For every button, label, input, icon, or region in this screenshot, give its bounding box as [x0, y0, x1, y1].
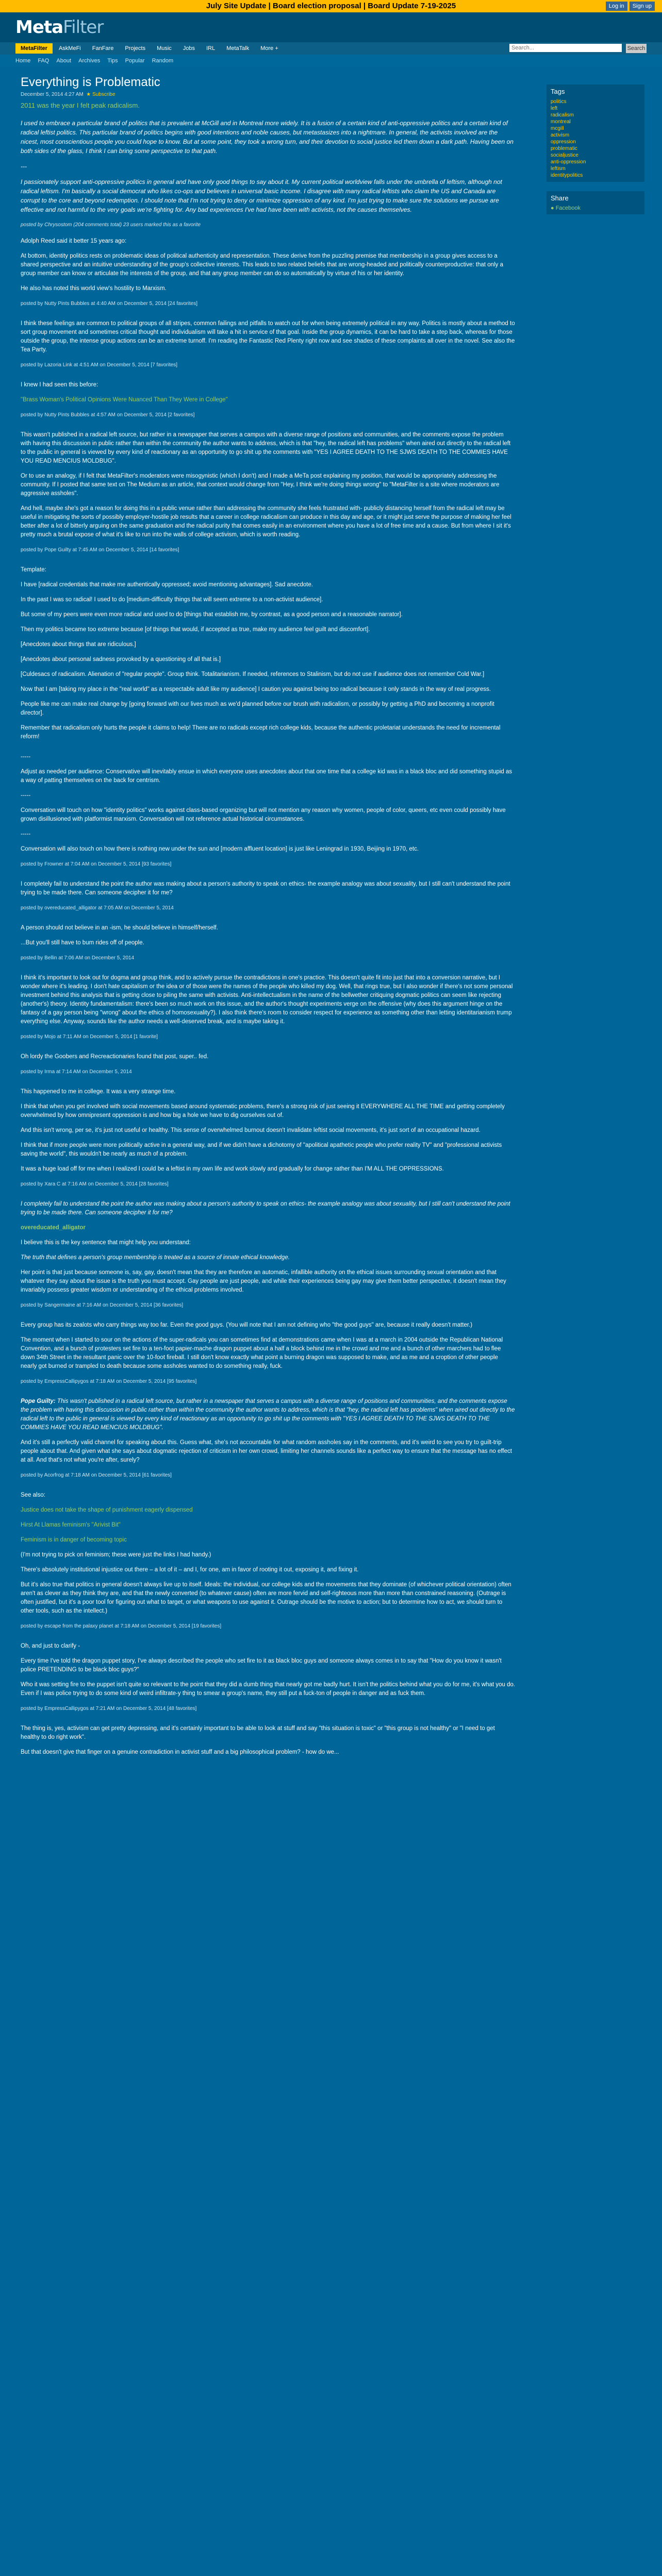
subnav-about[interactable]: About	[56, 58, 72, 64]
signup-button[interactable]: Sign up	[630, 2, 655, 11]
comment-text: But some of my peers were even more radical and used to do [things that establish me, by contrast, as a good person and a reasonable narrator].	[21, 612, 403, 618]
tag-link[interactable]: oppression	[551, 139, 576, 145]
tag-link[interactable]: left	[551, 106, 558, 111]
comment-text: Adjust as needed per audience: Conservative will inevitably ensue in which everyone uses anecdotes about that one time that a college kid was in a black bloc and did something stupid as a way of patting themselves on the back for centrism.	[21, 769, 512, 784]
post-date: December 5, 2014 4:27 AM	[21, 92, 84, 97]
comment-byline[interactable]: posted by EmpressCallipygos at 7:18 AM on December 5, 2014 [95 favorites]	[21, 1379, 197, 1384]
comment-text: [Anecdotes about personal sadness provoked by a questioning of all that is.]	[21, 656, 221, 663]
tag-link[interactable]: identitypolitics	[551, 173, 583, 178]
comment-byline[interactable]: posted by Pope Guilty at 7:45 AM on December 5, 2014 [14 favorites]	[21, 547, 179, 553]
comment	[21, 974, 516, 1041]
comment-text: This happened to me in college. It was a very strange time.	[21, 1089, 176, 1095]
comment-text: The moment when I started to sour on the actions of the super-radicals you can sometimes find at demonstrations came when I was at a march in 2004 outside the Republican National Convention, and a bunch of protesters set fire to a ten-foot papier-mache dragon puppet about a half a block behind me in the crowd and me and a bunch of other marchers had to flee down 34th Street in the resultant panic over the 10-foot fireball. I still don't know exactly what point a burning dragon was supposed to make, and as me and a croption of other people nearly got burned or trampled to death because some assholes wanted to do something really, fuck.	[21, 1337, 503, 1369]
comment-text: I think that when you get involved with social movements based around systematic problems, there's a strong risk of just seeing it EVERYWHERE ALL THE TIME and getting completely overwhelmed by how omnipresent oppression is and how big a hole we have to dig ourselves out of.	[21, 1104, 505, 1118]
comment-text: In the past I was so radical! I used to do [medium-difficulty things that will seem extreme to a non-activist audience].	[21, 597, 323, 603]
comment-text: But it's also true that politics in general doesn't always live up to itself. Ideals: the individual, our college kids and the movements that they dominate (of whichever political orientation) often aren't as clever as they think they are, and that the newly converted (to whatever cause) often are more fervid and self-righteous more than more than constrained reasoning. (Outrage is often justified, but it's a poor tool for figuring out what to target, or what weapons to use against it. Outrage should be the motive to action; but to determine how to act, we should turn to other tools, such as the intellect.)	[21, 1582, 511, 1614]
search-button[interactable]: Search	[626, 44, 647, 53]
comment-text: And it's still a perfectly valid channel for speaking about this. Guess what, she's not accountable for what random assholes say in the comments, and it's weird to see you try to guilt-trip people about that. And given what she says about dogmatic rejection of criticism in her own crowd, limiting her channels sounds like a perfect way to ensure that the message has no effect at all. And that's not what you're after, surely?	[21, 1439, 512, 1463]
comment-byline[interactable]: posted by Xara C at 7:16 AM on December 5, 2014 [28 favorites]	[21, 1181, 169, 1187]
comment-byline[interactable]: posted by Nutty Pints Bubbles at 4:57 AM on December 5, 2014 [2 favorites]	[21, 412, 195, 418]
comment-text: Template:	[21, 567, 46, 573]
subnav-tips[interactable]: Tips	[107, 58, 118, 64]
comment-text: I completely fail to understand the point the author was making about a person's authority to speak on ethics- the example analogy was about sexuality, but I still can't understand the point trying to be made there. Can someone decipher it for me?	[21, 881, 510, 896]
comment-text: But that doesn't give that finger on a genuine contradiction in activist stuff and a big philosophical problem? - how do we...	[21, 1749, 339, 1755]
comment-link[interactable]: Hirst At Llamas feminism's "Arivist Bit"	[21, 1522, 121, 1528]
post-paragraph: I used to embrace a particular brand of politics that is prevalent at McGill and in Montreal more widely. It is a fusion of a certain kind of anti-oppressive politics and a certain kind of radical leftist politics. This particular brand of politics begins with good intentions and noble causes, but metastasizes into a nightmare. In general, the activists involved are the nicest, most conscientious people you could hope to know. But at some point, they took a wrong turn, and their devotion to social justice led them down a dark path. Having been on both sides of the glass, I think I can bring some perspective to that path.	[21, 120, 514, 155]
site-nav	[0, 42, 662, 55]
auth-links	[606, 2, 655, 11]
comment-text: (I'm not trying to pick on feminism; these were just the links I had handy.)	[21, 1552, 211, 1558]
tag-link[interactable]: mcgill	[551, 126, 564, 131]
comment-text: I believe this is the key sentence that might help you understand:	[21, 1240, 191, 1246]
comment-text: Who it was setting fire to the puppet isn't quite so relevant to the point that they did a dumb thing that nearly got me badly hurt. It isn't the politics behind what you do for me, it's what you do. Even if I was police trying to do some kind of weird infiltrate-y thing to smear a group's name, they still put a fuck-ton of people in danger and as fuck them.	[21, 1682, 516, 1697]
comment-text: A person should not believe in an -ism, he should believe in himself/herself.	[21, 925, 218, 931]
comment-byline[interactable]: posted by EmpressCallipygos at 7:21 AM on December 5, 2014 [48 favorites]	[21, 1706, 197, 1711]
subnav-archives[interactable]: Archives	[78, 58, 101, 64]
tag-link[interactable]: leftism	[551, 166, 566, 172]
comment-byline[interactable]: posted by overeducated_alligator at 7:05 AM on December 5, 2014	[21, 905, 174, 911]
comment-text: Her point is that just because someone is, say, gay, doesn't mean that they are therefore an automatic, infallible authority on the ethical issues surrounding sexual orientation and that whatever they say about the issue is the truth you must accept. Gay people are just people, and while their experiences being gay may give them better perspective, it doesn't mean they invariably possess greater wisdom or understanding of the ethical problems involved.	[21, 1269, 506, 1293]
tag-link[interactable]: activism	[551, 132, 570, 138]
comment	[21, 924, 516, 962]
comment-byline[interactable]: posted by Bellin at 7:06 AM on December 5, 2014	[21, 955, 135, 961]
subnav-home[interactable]: Home	[15, 58, 31, 64]
share-box	[547, 191, 644, 214]
post-above-fold[interactable]: 2011 was the year I felt peak radicalism.	[21, 101, 140, 109]
post-byline[interactable]: posted by Chrysostom (204 comments total) 23 users marked this as a favorite	[21, 222, 201, 228]
subnav-faq[interactable]: FAQ	[38, 58, 49, 64]
comment-text: [Culdesacs of radicalism. Alienation of "regular people". Group think. Totalitarianism. If needed, references to Stalinism, but do not use if audience does not remember Cold War.]	[21, 671, 485, 677]
comment-link[interactable]: Feminism is in danger of becoming topic	[21, 1537, 127, 1543]
comment	[21, 1397, 516, 1480]
tags-box	[547, 84, 644, 182]
comment-link[interactable]: Justice does not take the shape of punishment eagerly dispensed	[21, 1507, 193, 1513]
nav-metafilter[interactable]: MetaFilter	[15, 43, 53, 54]
comment-byline[interactable]: posted by Nutty Pints Bubbles at 4:40 AM on December 5, 2014 [24 favorites]	[21, 301, 197, 307]
comment-text: It was a huge load off for me when I realized I could be a leftist in my own life and work slowly and gradually for change rather than I'M ALL THE OPPRESSIONS.	[21, 1166, 444, 1172]
comment-text: There's absolutely institutional injustice out there – a lot of it – and I, for one, am in favor of rooting it out, exposing it, and fixing it.	[21, 1567, 359, 1573]
comment	[21, 431, 516, 554]
comment	[21, 1642, 516, 1713]
comment-text: Conversation will also touch on how there is nothing new under the sun and [modern affluent location] is just like Leningrad in 1930, Beijing in 1970, etc.	[21, 846, 419, 852]
post-paragraph: I passionately support anti-oppressive politics in general and have only good things to say about it. My current political worldview falls under the umbrella of leftism, although not radical leftism. I'm basically a social democrat who likes co-ops and believes in universal basic income. I disagree with many radical leftists who claim the US and Canada are corrupt to the core and beyond redemption. I should note that I'm not trying to deny or minimize oppression of any kind. I'm just trying to make sure the solutions we pursue are effective and not harmful to the very goals we're fighting for. Any bad experiences I've had have been with activists, not the causes themselves.	[21, 178, 502, 213]
comment-byline[interactable]: posted by escape from the palaxy planet at 7:18 AM on December 5, 2014 [19 favorites]	[21, 1623, 222, 1629]
quote-author: Pope Guilty:	[21, 1398, 57, 1404]
comment-text: This wasn't published in a radical left source, but rather in a newspaper that serves a campus with a diverse range of positions and communities, and the comments expose the problem with having this discussion in public rather than within the community the author wants to address, which is that "hey, the radical left has problems" when aired out directly to the radical left to the public in general is viewed by every kind of reactionary as an opportunity to go shit up the comments with "YES I AGREE DEATH TO THE SJWS DEATH TO THE COMMIES HAVE YOU READ MENCIUS MOLDBUG".	[21, 432, 511, 464]
announcement-bar	[0, 0, 662, 12]
tag-link[interactable]: radicalism	[551, 112, 574, 118]
nav-more[interactable]: More +	[260, 45, 278, 52]
comment-text: ...But you'll still have to bum rides off of people.	[21, 940, 144, 946]
nav-fanfare[interactable]: FanFare	[92, 45, 114, 52]
comment-byline[interactable]: posted by Acorfrog at 7:18 AM on December 5, 2014 [61 favorites]	[21, 1472, 172, 1478]
sidebar	[547, 84, 644, 224]
site-logo[interactable]: MetaFilter	[15, 17, 104, 38]
comment	[21, 1491, 516, 1631]
comment-text: Conversation will touch on how "identity politics" works against class-based organizing but will not mention any reason why women, people of color, queers, etc even could possibly have grown disillusioned with platformist marxism. Conversation will not reference actual historical circumstances.	[21, 807, 506, 822]
share-title: Share	[551, 194, 569, 202]
comment-byline[interactable]: posted by Lazoria Link at 4:51 AM on December 5, 2014 [7 favorites]	[21, 362, 178, 368]
comment	[21, 1724, 516, 1757]
post-title: Everything is Problematic	[21, 75, 160, 89]
comment	[21, 319, 516, 369]
comment-text: -----	[21, 831, 31, 837]
comment	[21, 880, 516, 912]
comment-text: -----	[21, 792, 31, 799]
comment	[21, 753, 516, 869]
nav-irl[interactable]: IRL	[206, 45, 216, 52]
comment-quote: The truth that defines a person's group membership is treated as a source of innate ethical knowledge.	[21, 1255, 290, 1261]
comment	[21, 1200, 516, 1310]
login-button[interactable]: Log in	[606, 2, 627, 11]
page-container	[0, 75, 662, 1757]
share-facebook[interactable]: ● Facebook	[551, 205, 581, 211]
nav-metatalk[interactable]: MetaTalk	[226, 45, 250, 52]
comment-text: Or to use an analogy, if I felt that MetaFilter's moderators were misogynistic (which I don't) and I made a MeTa post explaining my position, that would be appropriately addressing the community. If I posted that same text on The Medium as an article, that context would change from "Hey, I think we're doing things wrong" to "MetaFilter is a site where moderators are aggressive assholes".	[21, 473, 500, 497]
comment-text: The thing is, yes, activism can get pretty depressing, and it's certainly important to be able to look at stuff and say "this situation is toxic" or "this group is not healthy" or "I need to get healthy to do right work".	[21, 1725, 495, 1740]
comment-text: I think it's important to look out for dogma and group think, and to actively pursue the contradictions in one's practice. This doesn't quite fit into just that into a conversion narrative, but I wonder where it's leading. I don't hate capitalism or the idea or of those were the names of the people who killed my dog. Well, that rings true, but I also wonder if there's not some personal investment behind this analysis that is getting close to piling the same with activists. Anti-intellectualism in the name of the bellwether critiquing dogmatic politics can seem like rejecting (another's) theory. Identity fundamentalism: there's been so much work on this issue, and the author's thought experiments verge on the offensive (why does this argument hinge on the fantasy of a gay person being "wrong" about the ethics of homosexuality?). I also think there's room to consider respect for experience as something other than letting identitarianism trump everything else. Anyway, sounds like the author needs a well-deserved break, and is maybe taking it.	[21, 975, 513, 1025]
comment-text: Remember that radicalism only hurts the people it claims to help! There are no radicals except rich college kids, because the authentic proletariat understands the need for incremental reform!	[21, 725, 501, 740]
post-meta	[21, 92, 516, 97]
comment-byline[interactable]: posted by Frowner at 7:04 AM on December 5, 2014 [93 favorites]	[21, 861, 172, 867]
main-content	[21, 75, 516, 1757]
comment-text: Now that I am [taking my place in the "real world" as a respectable adult like my audience] I caution you against being too radical because it only stands in the way of real progress.	[21, 686, 491, 692]
comment	[21, 1321, 516, 1386]
comment-text: And this isn't wrong, per se, it's just not useful or healthy. This sense of overwhelmed burnout doesn't invalidate leftist social movements, it's just sort of an occupational hazard.	[21, 1127, 481, 1133]
comment-text: See also:	[21, 1492, 45, 1498]
comments-list	[21, 237, 516, 1757]
comment-text: Oh lordy the Goobers and Recreactionaries found that post, super.. fed.	[21, 1054, 209, 1060]
subnav-random[interactable]: Random	[152, 58, 174, 64]
post-body	[21, 118, 516, 230]
comment-link[interactable]: "Brass Woman's Political Opinions Were Nuanced Than They Were in College"	[21, 397, 228, 403]
comment-text: Every time I've told the dragon puppet story, I've always described the people who set fire to it as black bloc guys and someone always comes in to say that "How do you know it wasn't police PRETENDING to be black bloc guys?"	[21, 1658, 502, 1673]
comment-byline[interactable]: posted by Irma at 7:14 AM on December 5, 2014	[21, 1069, 132, 1075]
tags-title: Tags	[551, 88, 565, 95]
tag-link[interactable]: problematic	[551, 146, 577, 151]
comment-byline[interactable]: posted by Mojo at 7:11 AM on December 5, 2014 [1 favorite]	[21, 1034, 158, 1040]
tag-link[interactable]: montreal	[551, 119, 571, 125]
announcement-text[interactable]: July Site Update | Board election proposal | Board Update 7-19-2025	[206, 2, 456, 10]
subnav-popular[interactable]: Popular	[125, 58, 145, 64]
sub-nav	[0, 55, 662, 67]
comment-quote: I completely fail to understand the point the author was making about a person's authority to speak on ethics- the example analogy was about sexuality, but I still can't understand the point trying to be made there. Can someone decipher it for me?	[21, 1201, 510, 1216]
comment-text: Oh, and just to clarify -	[21, 1643, 80, 1649]
comment-text: Every group has its zealots who carry things way too far. Even the good guys. (You will note that I am not defining who "the good guys" are, because it really doesn't matter.)	[21, 1322, 473, 1328]
tag-link[interactable]: anti-oppression	[551, 159, 586, 165]
tag-link[interactable]: politics	[551, 99, 567, 105]
tag-link[interactable]: socialjustice	[551, 152, 578, 158]
nav-jobs[interactable]: Jobs	[183, 45, 195, 52]
comment	[21, 381, 516, 419]
comment-signature[interactable]: overeducated_alligator	[21, 1225, 86, 1231]
comment-text: Adolph Reed said it better 15 years ago:	[21, 238, 127, 244]
comment-text: -----	[21, 754, 31, 760]
search-input[interactable]	[509, 44, 622, 52]
nav-projects[interactable]: Projects	[125, 45, 146, 52]
comment-text: He also has noted this world view's hostility to Marxism.	[21, 285, 167, 292]
comment-text: I have [radical credentials that make me authentically oppressed; avoid mentioning advantages]. Sad anecdote.	[21, 582, 313, 588]
comment-quote: Pope Guilty: This wasn't published in a radical left source, but rather in a newspaper that serves a campus with a diverse range of positions and communities, and the comments expose the problem with having this discussion in public rather than within the community the author wants to address, which is that "hey, the radical left has problems" when aired out directly to the radical left to the public in general is viewed by every kind of reactionary as an opportunity to go shit up the comments with "YES I AGREE DEATH TO THE SJWS DEATH TO THE COMMIES HAVE YOU READ MENCIUS MOLDBUG".	[21, 1398, 515, 1431]
tags-list	[551, 98, 640, 179]
comment-text: I think that if more people were more politically active in a general way, and if we didn't have a dichotomy of "apolitical apathetic people who prefer reality TV" and "professional activists saving the world", this wouldn't be nearly as much of a problem.	[21, 1142, 502, 1157]
site-header	[0, 12, 662, 42]
comment-text: People like me can make real change by [going forward with our lives much as we'd planned before our brush with radicalism, or possibly by getting a PhD and becoming a nonprofit director].	[21, 701, 494, 716]
comment-text: [Anecdotes about things that are ridiculous.]	[21, 641, 136, 648]
comment	[21, 237, 516, 308]
comment	[21, 566, 516, 741]
nav-music[interactable]: Music	[157, 45, 172, 52]
comment-text: Then my politics became too extreme because [of things that would, if accepted as true, make my audience feel guilt and discomfort].	[21, 626, 370, 633]
comment-text: I knew I had seen this before:	[21, 382, 98, 388]
subscribe-link[interactable]: ★ Subscribe	[85, 92, 115, 97]
comment-text: I think these feelings are common to political groups of all stripes, common failings and pitfalls to watch out for when being extremely political in any way. Politics is mostly about a method to sort group movement and sometimes critical thought and individualism will take a hit in service of that goal. Inside the group dynamics, it can be hard to take a step back, whereas for those outside the group, the intense group actions can be an extreme turnoff. I'm reading the Fantastic Red Plenty right now and see shades of these complaints all over in the novel. See also the Tea Party.	[21, 320, 515, 353]
post-paragraph: ---	[21, 163, 27, 170]
comment	[21, 1053, 516, 1076]
nav-askmefi[interactable]: AskMeFi	[58, 45, 81, 52]
comment	[21, 1088, 516, 1189]
comment-text: And hell, maybe she's got a reason for doing this in a public venue rather than addressing the community she feels frustrated with- publicly distancing herself from the radical left may be useful in mitigating the sorts of possibly employer-hostile job results that a career in college radicalism can produce in this day and age, or it might just serve the purpose of making her feel better after a lot of bitterly arguing on the same graduation and the radical purity that comes easily in an environment where you have a lot of free time and a cause. But from where I sit it's pretty much a brutal expose of what it's like to run into the walls of college activism, which is worth reading.	[21, 505, 511, 538]
comment-quote: At bottom, identity politics rests on problematic ideas of political authenticity and representation. These derive from the puzzling premise that membership in a group gives access to a shared perspective and an intuitive understanding of the group's collective interests. This leads to two related beliefs that are wrong-headed and politically counterproductive: that only a group member can know or articulate the interests of the group, and that any group member can do so automatically by virtue of his or her identity.	[21, 253, 503, 277]
comment-byline[interactable]: posted by Sangermaine at 7:16 AM on December 5, 2014 [36 favorites]	[21, 1302, 184, 1308]
